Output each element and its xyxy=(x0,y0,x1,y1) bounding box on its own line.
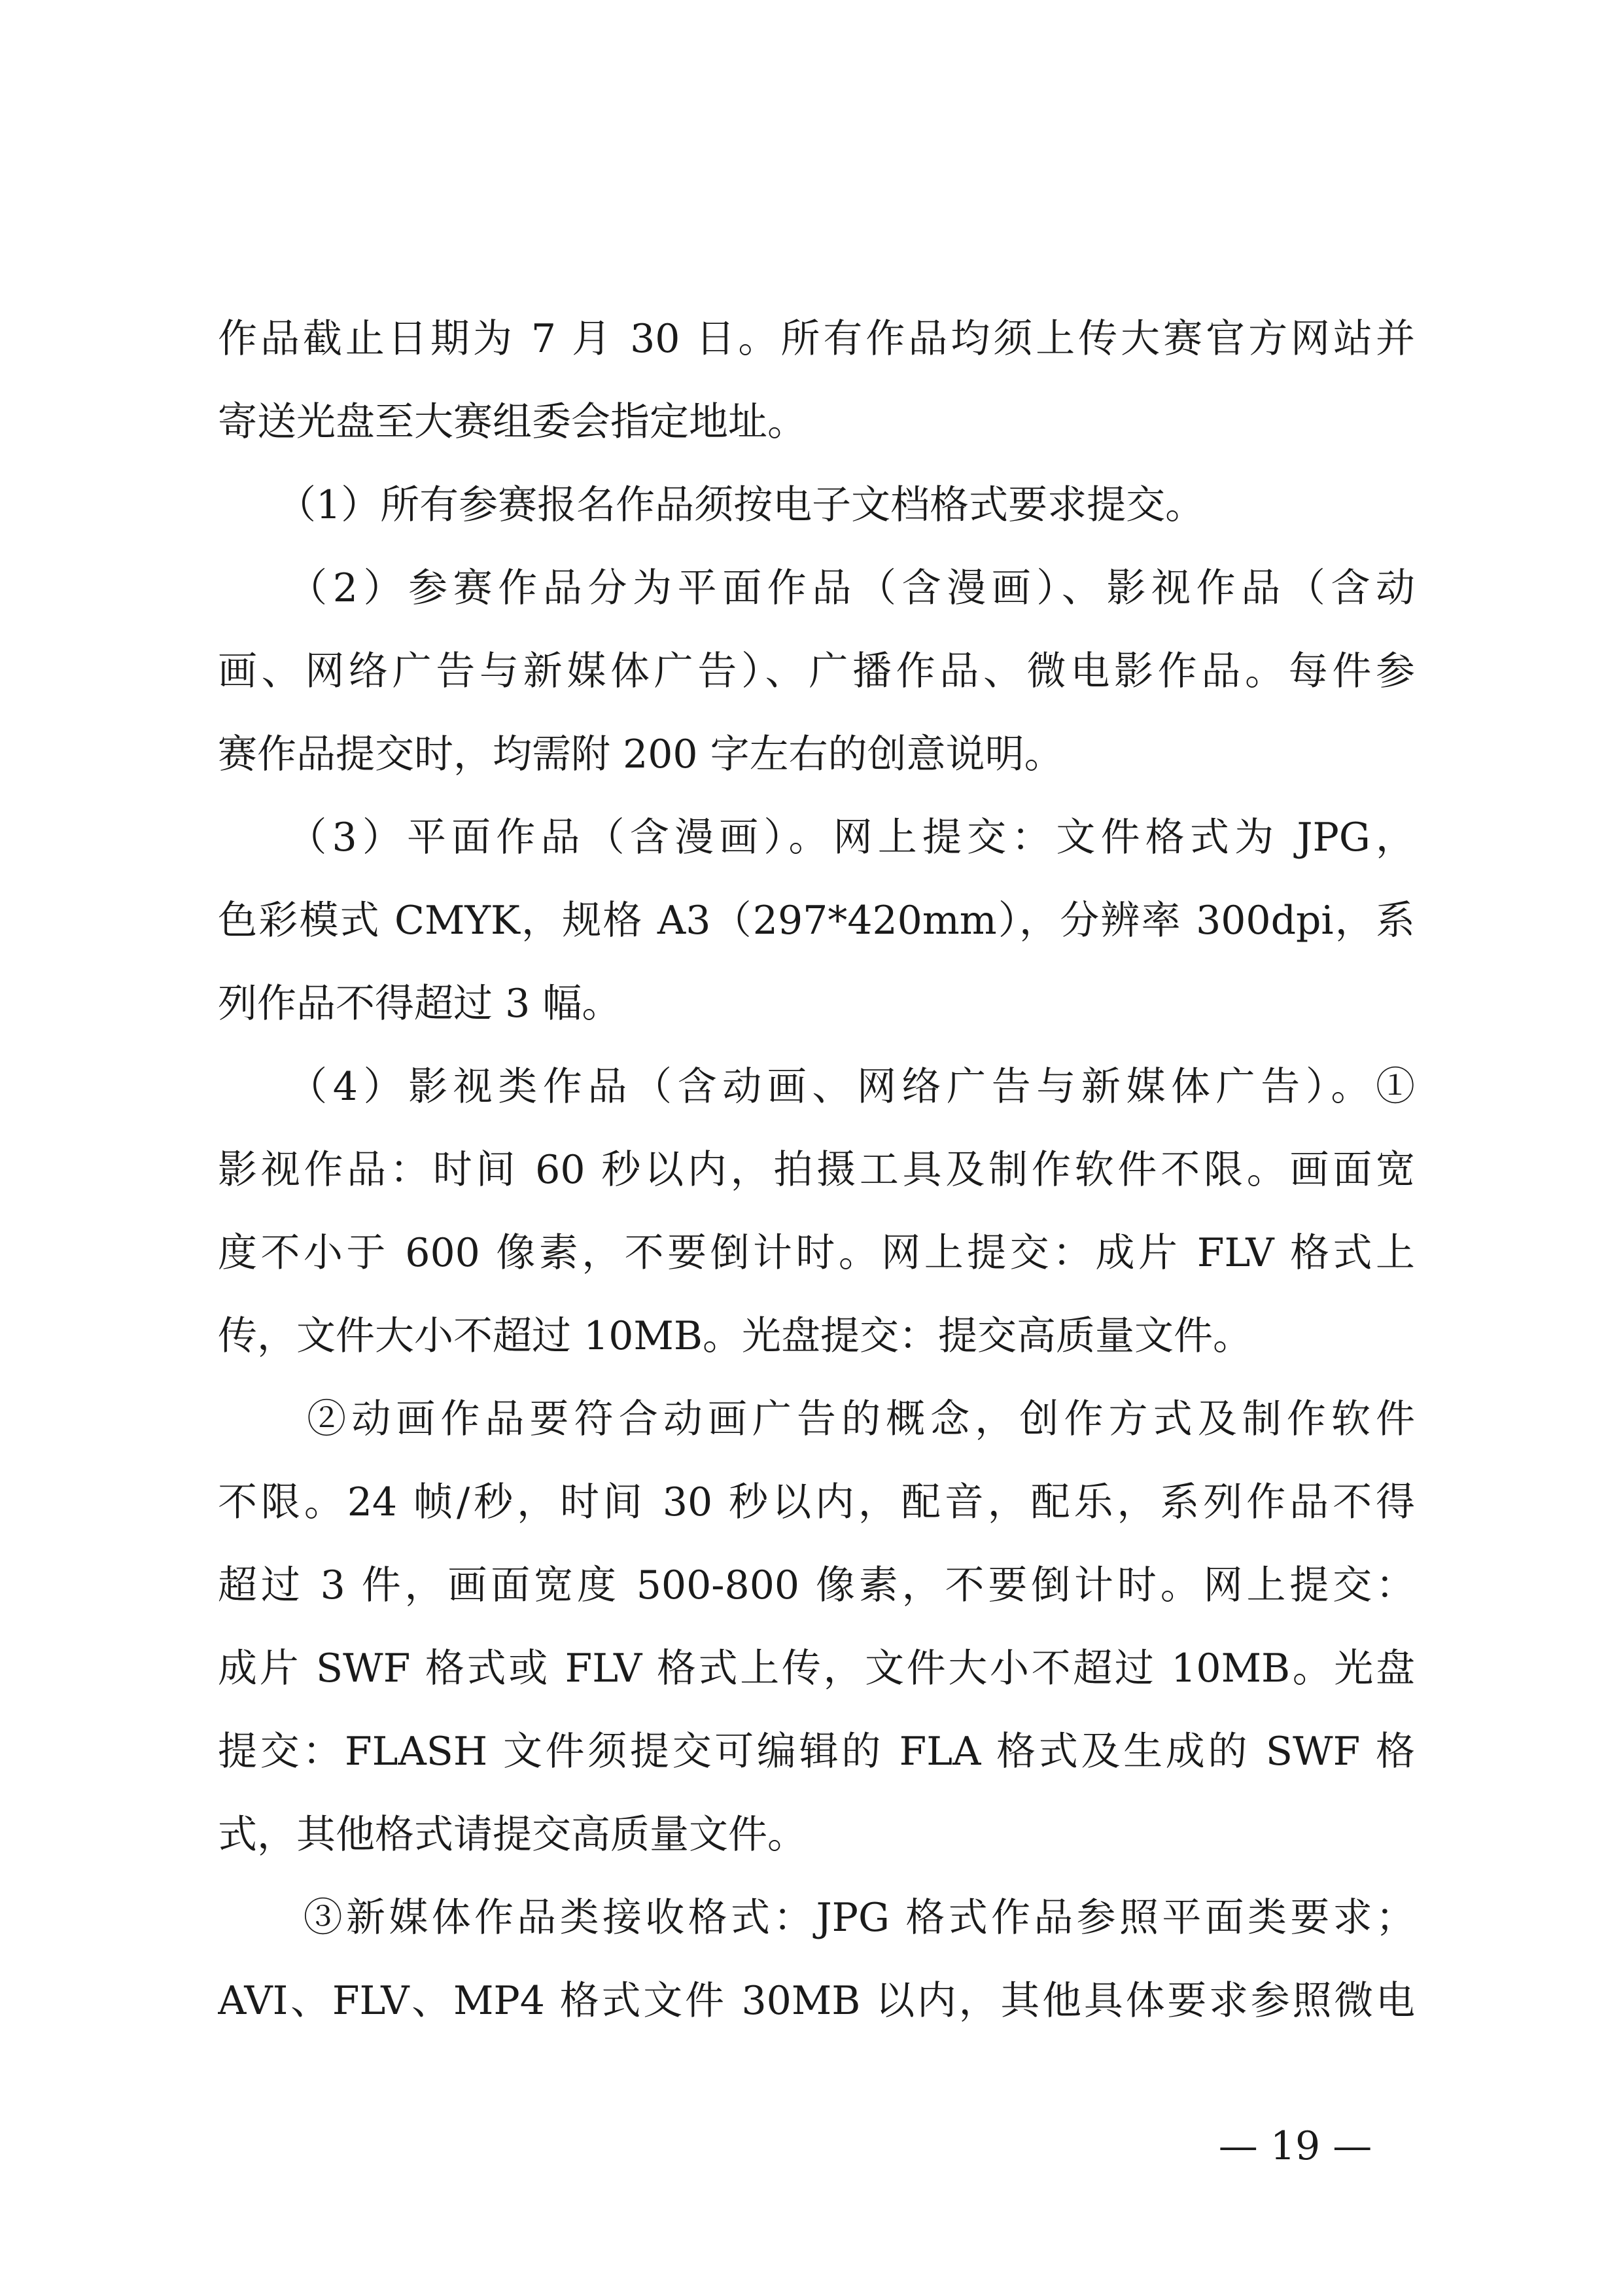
text-line: 画、网络广告与新媒体广告）、广播作品、微电影作品。每件参 xyxy=(218,648,1415,694)
text-line: 作品截止日期为 7 月 30 日。所有作品均须上传大赛官方网站并 xyxy=(218,316,1415,362)
text-line: 赛作品提交时，均需附 200 字左右的创意说明。 xyxy=(218,732,1064,777)
text-line: AVI、FLV、MP4 格式文件 30MB 以内，其他具体要求参照微电 xyxy=(218,1978,1415,2024)
page-number: — 19 — xyxy=(1218,2123,1372,2169)
text-line: ②动画作品要符合动画广告的概念，创作方式及制作软件 xyxy=(218,1396,1415,1442)
text-line: 传，文件大小不超过 10MB。光盘提交：提交高质量文件。 xyxy=(218,1313,1252,1359)
text-line: 式，其他格式请提交高质量文件。 xyxy=(218,1812,807,1858)
text-line: 成片 SWF 格式或 FLV 格式上传，文件大小不超过 10MB。光盘 xyxy=(218,1646,1415,1691)
body-text xyxy=(218,298,1415,2043)
text-line: 寄送光盘至大赛组委会指定地址。 xyxy=(218,399,807,445)
text-line: ③新媒体作品类接收格式：JPG 格式作品参照平面类要求； xyxy=(218,1895,1415,1941)
text-line: 色彩模式 CMYK，规格 A3（297*420mm），分辨率 300dpi，系 xyxy=(218,898,1415,944)
text-line: （2）参赛作品分为平面作品（含漫画）、影视作品（含动 xyxy=(218,565,1415,611)
text-line: 不限。24 帧/秒，时间 30 秒以内，配音，配乐，系列作品不得 xyxy=(218,1479,1415,1525)
text-line: （3）平面作品（含漫画）。网上提交：文件格式为 JPG， xyxy=(218,815,1415,860)
text-line: 列作品不得超过 3 幅。 xyxy=(218,981,621,1027)
text-line: 超过 3 件，画面宽度 500-800 像素，不要倒计时。网上提交： xyxy=(218,1563,1415,1608)
text-line: （4）影视类作品（含动画、网络广告与新媒体广告）。① xyxy=(218,1064,1415,1110)
text-line: （1）所有参赛报名作品须按电子文档格式要求提交。 xyxy=(218,482,1205,528)
text-line: 提交：FLASH 文件须提交可编辑的 FLA 格式及生成的 SWF 格 xyxy=(218,1729,1415,1775)
text-line: 度不小于 600 像素，不要倒计时。网上提交：成片 FLV 格式上 xyxy=(218,1230,1415,1276)
text-line: 影视作品：时间 60 秒以内，拍摄工具及制作软件不限。画面宽 xyxy=(218,1147,1415,1193)
